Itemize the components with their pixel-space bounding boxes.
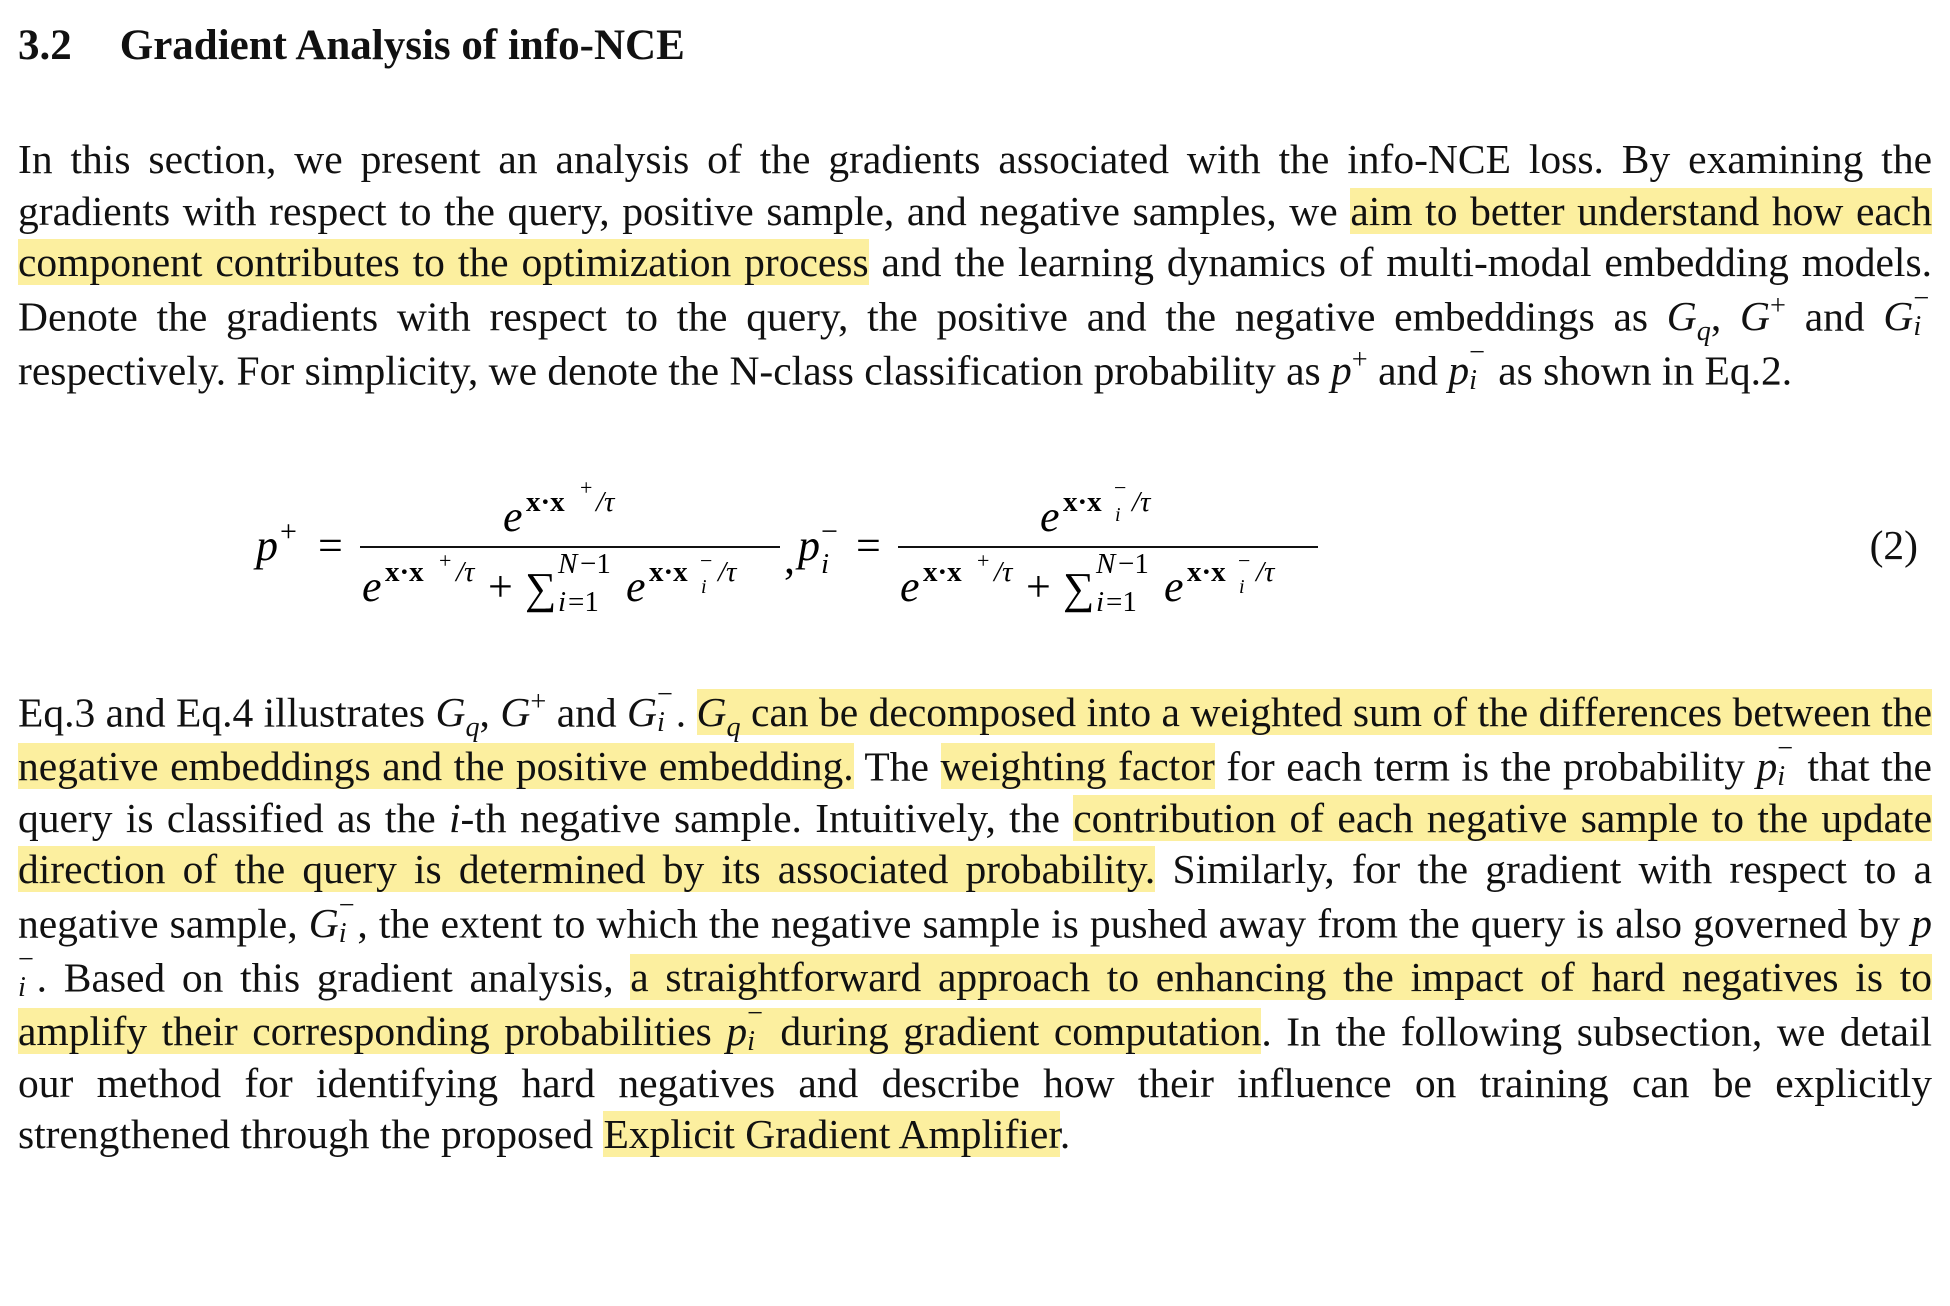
math-Gplus: G+	[500, 686, 547, 735]
svg-text:x·x: x·x	[1187, 555, 1226, 588]
svg-text:/τ: /τ	[1132, 485, 1151, 518]
svg-text:e: e	[626, 561, 646, 611]
text-run: and the learning dynamics of multi-modal embedding models. Denote the gradients with respect to the query, the positive and the negative embeddings as	[18, 239, 1932, 339]
highlight-weighting-factor: weighting factor	[940, 743, 1215, 789]
svg-text:∑: ∑	[525, 563, 557, 613]
text-run: In this section, we present an analysis of the gradients associated with the info-NCE loss. By examining the gradients with respect to the query, positive sample, and negative samples, we	[18, 136, 1932, 234]
svg-text:e: e	[362, 561, 382, 611]
text-run: .	[675, 689, 697, 735]
equation-number: (2)	[1869, 521, 1918, 568]
svg-text:i: i	[701, 575, 707, 598]
svg-text:/τ: /τ	[994, 555, 1013, 588]
text-run: . In the following subsection, we detail our method for identifying hard negatives and describe how their influence on training can be explicitly strengthened through the proposed	[18, 1008, 1933, 1157]
text-run: .	[1059, 1111, 1071, 1157]
svg-text:=1: =1	[1106, 585, 1137, 618]
paragraph-gradient: Eq.3 and Eq.4 illustrates $G_q$, G+ and G − i . $G_q$ can be decomposed into a weighted sum of the differences between the negative embeddings and the positive embedding. The weighting factor for each term is the probability p − i that the query is classified as the i-th negative sample. Intuitively, the contribution of each negative sample to the update direction of the query is determined by its associated probability. Similarly, for the gradient with respect to a negative sample, G − i , the extent to which the negative sample is pushed away from the query is also governed by p − i . Based on this gradient analysis, a straightforward approach to enhancing the impact of hard negatives is to amplify their corresponding probabilities p − i during gradient computation. In the following subsection, we detail our method for identifying hard negatives and describe how their influence on training can be explicitly strengthened through the proposed Explicit Gradient Amplifier.	[18, 678, 1933, 1157]
text-run: respectively. For simplicity, we denote the N-class classification probability as	[18, 347, 1332, 393]
highlight-aim: aim to better understand how each component contributes to the optimization process	[18, 187, 1932, 285]
svg-text:/τ: /τ	[456, 555, 475, 588]
svg-text:+: +	[488, 561, 513, 611]
paragraph-intro: In this section, we present an analysis of the gradients associated with the info-NCE loss. By examining the gradients with respect to the query, positive sample, and negative samples, we aim to better understand how each component contributes to the optimization process and the learning dynamics of multi-modal embedding models. Denote the gradients with respect to the query, the positive and the negative embeddings as $G_q$, G+ and G − i respectively. For simplicity, we denote the N-class classification probability as p+ and p − i as shown in Eq.2.	[18, 136, 1932, 397]
math-Gq: $G_q$	[1666, 293, 1711, 347]
text-run: , the extent to which the negative sample is pushed away from the query is also governed by	[357, 900, 1912, 946]
text-run: as shown in Eq.2.	[1487, 347, 1793, 393]
math-i: i	[449, 794, 461, 841]
text-run: . Based on this gradient analysis,	[36, 954, 631, 1000]
math-pi-minus: p − i	[1448, 336, 1486, 397]
svg-text:/τ: /τ	[718, 555, 737, 588]
svg-text:+: +	[280, 514, 297, 548]
svg-text:x·x: x·x	[1063, 485, 1102, 518]
text-run: for each term is the probability	[1214, 743, 1757, 789]
text-run: -th negative sample. Intuitively, the	[460, 794, 1074, 841]
section-title: Gradient Analysis of info-NCE	[119, 22, 685, 69]
svg-text:x·x: x·x	[923, 555, 962, 588]
highlight-explicit-gradient-amplifier: Explicit Gradient Amplifier	[603, 1111, 1060, 1157]
math-Gi-minus: G − i	[308, 889, 355, 950]
svg-text:e: e	[900, 561, 920, 611]
svg-text:+: +	[439, 547, 452, 573]
svg-text:+: +	[1026, 561, 1051, 611]
section-heading	[18, 14, 1932, 78]
math-Gi-minus: G − i	[627, 678, 673, 739]
svg-text:=1: =1	[568, 585, 599, 618]
svg-text:x·x: x·x	[385, 555, 424, 588]
section-number: 3.2	[18, 22, 72, 69]
svg-text:−1: −1	[1118, 547, 1149, 580]
svg-text:,: ,	[784, 533, 795, 583]
svg-text:N: N	[558, 547, 578, 580]
svg-text:+: +	[977, 547, 990, 573]
svg-text:i: i	[558, 585, 567, 618]
svg-text:/τ: /τ	[596, 485, 615, 518]
svg-text:i: i	[1115, 503, 1121, 526]
svg-text:i: i	[1239, 575, 1245, 598]
svg-text:+: +	[580, 474, 593, 500]
svg-text:−: −	[700, 547, 713, 573]
highlight-contribution: contribution of each negative sample to the update direction of the query is determined by its associated probability.	[18, 794, 1933, 892]
text-run: and	[1785, 293, 1884, 339]
svg-text:−1: −1	[580, 547, 611, 580]
math-pi-minus: p − i	[1756, 732, 1794, 793]
svg-text:e: e	[503, 491, 523, 541]
text-run: and	[546, 689, 628, 735]
svg-text:i: i	[1096, 585, 1105, 618]
math-Gplus: G+	[1740, 290, 1786, 339]
svg-text:x·x: x·x	[649, 555, 688, 588]
text-run: Similarly, for the gradient with respect to a negative sample,	[18, 846, 1932, 946]
equation-2	[18, 423, 1932, 685]
text-run: and	[1367, 347, 1449, 393]
svg-text:p: p	[256, 520, 278, 570]
svg-text:e: e	[1040, 491, 1060, 541]
svg-text:p: p	[798, 520, 820, 570]
svg-text:−: −	[1114, 474, 1127, 500]
math-Gi-minus: G − i	[1883, 282, 1930, 343]
svg-text:=: =	[856, 520, 881, 570]
svg-text:N: N	[1096, 547, 1116, 580]
svg-text:=: =	[318, 520, 343, 570]
text-run: The	[853, 743, 941, 789]
svg-text:−: −	[1238, 547, 1251, 573]
math-Gq: $G_q$	[435, 689, 480, 743]
math-pplus: p+	[1331, 344, 1368, 393]
math-pi-minus: p − i	[18, 900, 1932, 1004]
text-run: that the query is classified as the	[18, 743, 1932, 841]
svg-text:x·x: x·x	[526, 485, 565, 518]
highlight-approach: a straightforward approach to enhancing the impact of hard negatives is to amplify their corresponding probabilities p − i during gradient computation	[18, 954, 1932, 1058]
svg-text:−: −	[821, 514, 838, 548]
svg-text:∑: ∑	[1063, 563, 1095, 613]
svg-text:i: i	[821, 547, 830, 580]
highlight-decomposed: $G_q$ can be decomposed into a weighted sum of the differences between the negative embeddings and the positive embedding.	[18, 689, 1933, 789]
text-run: Eq.3 and Eq.4 illustrates	[18, 689, 436, 735]
svg-text:/τ: /τ	[1256, 555, 1275, 588]
equation-formula	[18, 423, 1918, 685]
svg-text:e: e	[1164, 561, 1184, 611]
